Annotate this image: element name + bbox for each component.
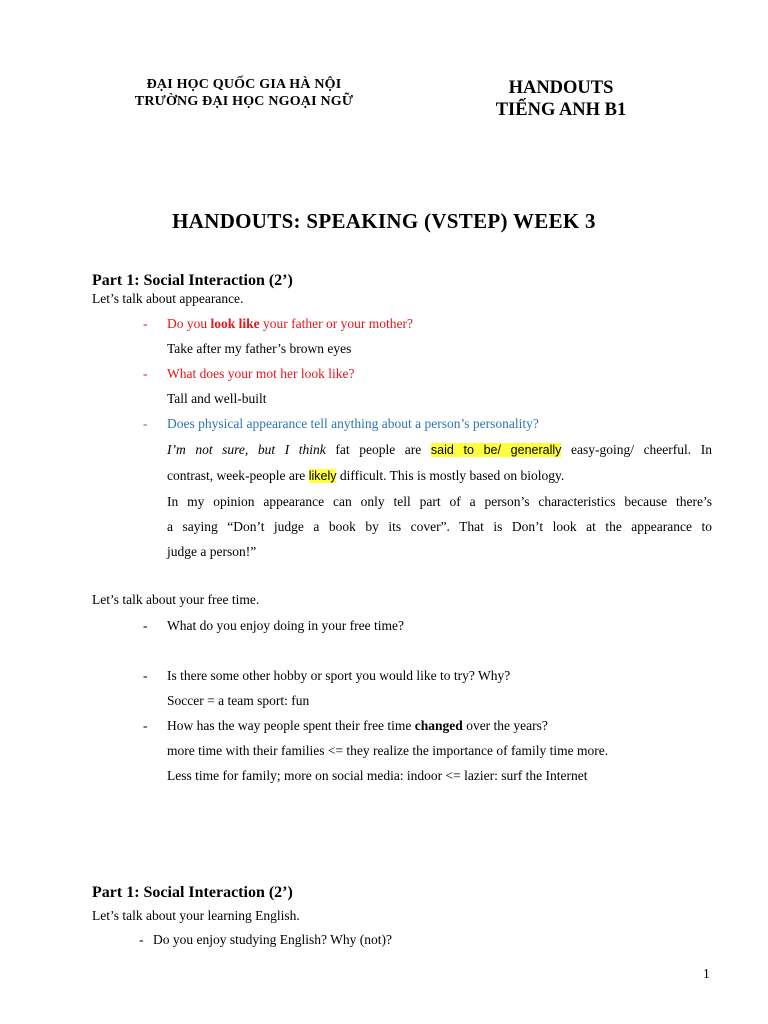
university-header	[0, 76, 488, 110]
topic-intro-english: Let’s talk about your learning English.	[92, 908, 300, 923]
question-free-time: What do you enjoy doing in your free time?	[167, 618, 404, 633]
course-header	[455, 77, 667, 121]
university-name: ĐẠI HỌC QUỐC GIA HÀ NỘI	[146, 77, 342, 92]
answer-look-like: Take after my father’s brown eyes	[167, 341, 352, 356]
answer-mother-look: Tall and well-built	[167, 391, 267, 406]
question-text: Do you	[167, 316, 211, 331]
faculty-name: TRƯỜNG ĐẠI HỌC NGOẠI NGỮ	[134, 94, 354, 109]
bullet-marker: -	[139, 932, 144, 947]
question-mother-look: What does your mot her look like?	[167, 366, 355, 381]
answer-hobby: Soccer = a team sport: fun	[167, 693, 310, 708]
answer-text: difficult. This is mostly based on biology.	[336, 468, 565, 483]
question-appearance-personality: Does physical appearance tell anything about a person’s personality?	[167, 416, 539, 431]
bullet-marker: -	[143, 718, 148, 733]
topic-intro-free-time: Let’s talk about your free time.	[92, 592, 260, 607]
answer-line	[167, 463, 712, 489]
bullet-marker: -	[143, 618, 148, 633]
opinion-line: judge a person!”	[167, 544, 257, 559]
question-text: How has the way people spent their free time	[167, 718, 415, 733]
section-heading: Part 1: Social Interaction (2’)	[92, 272, 293, 289]
answer-line	[167, 437, 712, 463]
answer-appearance-personality	[167, 437, 712, 564]
document-title: HANDOUTS: SPEAKING (VSTEP) WEEK 3	[172, 209, 596, 233]
topic-intro-appearance: Let’s talk about appearance.	[92, 291, 244, 306]
opinion-line: In my opinion appearance can only tell part of a person’s characteristics because there’s	[167, 494, 712, 509]
bullet-marker: -	[143, 366, 148, 381]
question-hobby: Is there some other hobby or sport you would like to try? Why?	[167, 668, 511, 683]
highlighted-phrase: likely	[308, 469, 337, 483]
page-number: 1	[703, 966, 710, 981]
question-look-like	[167, 315, 413, 333]
opinion-line: a saying “Don’t judge a book by its cover”. That is Don’t look at the appearance to	[167, 519, 712, 534]
answer-hedge: I’m not sure, but I think	[167, 442, 326, 457]
bullet-marker: -	[143, 416, 148, 431]
answer-text: contrast, week-people are	[167, 468, 309, 483]
question-text: over the years?	[462, 718, 548, 733]
question-text: your father or your mother?	[259, 316, 413, 331]
question-enjoy-english: Do you enjoy studying English? Why (not)?	[153, 932, 392, 947]
answer-text: easy-going/ cheerful. In	[561, 442, 712, 457]
answer-free-time-change-1: more time with their families <= they realize the importance of family time more.	[167, 743, 609, 758]
course-name: TIẾNG ANH B1	[495, 100, 627, 120]
question-free-time-change	[167, 717, 548, 735]
handouts-label: HANDOUTS	[508, 78, 614, 98]
answer-free-time-change-2: Less time for family; more on social media: indoor <= lazier: surf the Internet	[167, 768, 588, 783]
question-emphasis: changed	[414, 718, 463, 733]
question-emphasis: look like	[210, 316, 260, 331]
highlighted-phrase: said to be/ generally	[430, 443, 562, 457]
section-heading: Part 1: Social Interaction (2’)	[92, 884, 293, 901]
answer-text: fat people are	[325, 442, 431, 457]
bullet-marker: -	[143, 316, 148, 331]
bullet-marker: -	[143, 668, 148, 683]
